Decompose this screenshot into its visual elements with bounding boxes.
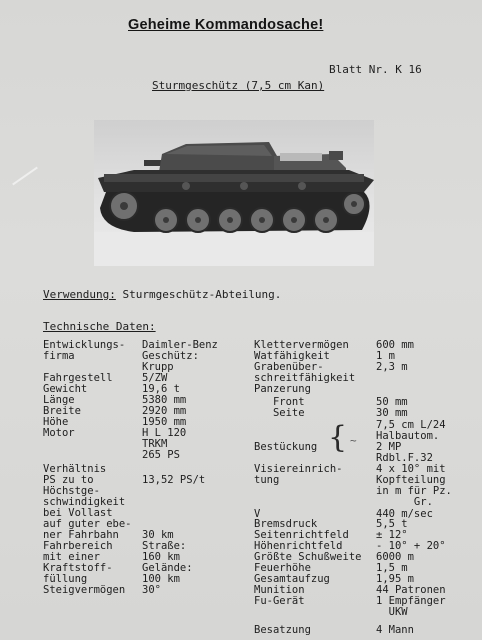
pen-mark: ~ <box>350 434 357 447</box>
right-spec-label: Fu-Gerät <box>254 595 305 607</box>
left-spec-label: ner Fahrbahn <box>43 529 119 541</box>
right-spec-label: Visiereinrich- <box>254 463 343 475</box>
right-spec-value: 50 mm <box>376 396 408 408</box>
right-spec-value: - 10° + 20° <box>376 540 446 552</box>
right-spec-label: Munition <box>254 584 305 596</box>
right-spec-value: 44 Patronen <box>376 584 446 596</box>
right-spec-label: Bestückung <box>254 441 318 453</box>
right-spec-label: Bremsdruck <box>254 518 318 530</box>
left-spec-label: auf guter ebe- <box>43 518 132 530</box>
right-spec-value: in m für Pz. <box>376 485 452 497</box>
right-spec-label: schreitfähigkeit <box>254 372 356 384</box>
left-spec-value: 13,52 PS/t <box>142 474 206 486</box>
left-spec-label: Breite <box>43 405 81 417</box>
right-spec-value: Kopfteilung <box>376 474 446 486</box>
tech-data-heading: Technische Daten: <box>43 320 156 333</box>
left-spec-value: 5380 mm <box>142 394 187 406</box>
right-spec-label: Gesamtaufzug <box>254 573 330 585</box>
right-spec-label: Front <box>254 396 305 408</box>
left-spec-value: 19,6 t <box>142 383 180 395</box>
right-spec-label: Grabenüber- <box>254 361 324 373</box>
right-spec-label: tung <box>254 474 280 486</box>
left-spec-label: Höchstge- <box>43 485 100 497</box>
right-spec-value: 1 m <box>376 350 395 362</box>
left-spec-value: 30° <box>142 584 161 596</box>
bracket-mark: { <box>328 420 348 455</box>
document-subtitle: Sturmgeschütz (7,5 cm Kan) <box>152 79 325 92</box>
right-spec-value: Rdbl.F.32 <box>376 452 433 464</box>
right-spec-value: 600 mm <box>376 339 414 351</box>
left-spec-value: Gelände: <box>142 562 193 574</box>
right-spec-label: Höhenrichtfeld <box>254 540 343 552</box>
right-spec-value: 440 m/sec <box>376 508 433 520</box>
right-spec-value: Halbautom. <box>376 430 440 442</box>
left-spec-label: Steigvermögen <box>43 584 126 596</box>
left-spec-value: Krupp <box>142 361 174 373</box>
right-spec-value: ± 12° <box>376 529 408 541</box>
usage-line <box>43 289 281 300</box>
left-spec-label: Gewicht <box>43 383 88 395</box>
usage-label: Verwendung: <box>43 288 116 301</box>
right-spec-label: V <box>254 508 261 520</box>
left-spec-value: Straße: <box>142 540 187 552</box>
left-spec-label: Entwicklungs- <box>43 339 126 351</box>
left-spec-label: mit einer <box>43 551 100 563</box>
right-spec-label: Watfähigkeit <box>254 350 330 362</box>
right-spec-value: 30 mm <box>376 407 408 419</box>
right-spec-value: 1 Empfänger <box>376 595 446 607</box>
right-spec-label: Besatzung <box>254 624 311 636</box>
sheet-number: Blatt Nr. K 16 <box>329 63 422 76</box>
right-spec-value: 1,5 m <box>376 562 408 574</box>
right-spec-label: Klettervermögen <box>254 339 349 351</box>
right-spec-label: Seite <box>254 407 305 419</box>
left-spec-value: 1950 mm <box>142 416 187 428</box>
left-spec-value: Geschütz: <box>142 350 199 362</box>
left-spec-label: PS zu to <box>43 474 94 486</box>
left-spec-value: 2920 mm <box>142 405 187 417</box>
left-spec-label: bei Vollast <box>43 507 113 519</box>
right-spec-label: Größte Schußweite <box>254 551 362 563</box>
left-spec-value: 5/ZW <box>142 372 168 384</box>
left-spec-value: 30 km <box>142 529 174 541</box>
right-spec-value: 4 Mann <box>376 624 414 636</box>
left-spec-label: Höhe <box>43 416 69 428</box>
right-spec-value: 2,3 m <box>376 361 408 373</box>
right-spec-label: Feuerhöhe <box>254 562 311 574</box>
right-spec-label: Seitenrichtfeld <box>254 529 349 541</box>
usage-value: Sturmgeschütz-Abteilung. <box>122 288 282 301</box>
left-spec-label: Fahrgestell <box>43 372 113 384</box>
left-spec-value: H L 120 <box>142 427 187 439</box>
left-spec-label: Länge <box>43 394 75 406</box>
right-spec-value: 5,5 t <box>376 518 408 530</box>
left-spec-label: firma <box>43 350 75 362</box>
tank-illustration <box>94 120 374 266</box>
right-spec-value: 7,5 cm L/24 <box>376 419 446 431</box>
left-spec-value: 100 km <box>142 573 180 585</box>
left-spec-value: 265 PS <box>142 449 180 461</box>
right-spec-value: 2 MP <box>376 441 402 453</box>
right-spec-value: 6000 m <box>376 551 414 563</box>
left-spec-label: Motor <box>43 427 75 439</box>
left-spec-label: Verhältnis <box>43 463 107 475</box>
left-spec-label: schwindigkeit <box>43 496 126 508</box>
right-spec-label: Panzerung <box>254 383 311 395</box>
document-title: Geheime Kommandosache! <box>128 17 324 33</box>
film-scratch <box>12 167 38 186</box>
right-spec-value: 4 x 10° mit <box>376 463 446 475</box>
left-spec-value: Daimler-Benz <box>142 339 218 351</box>
tank-photo <box>94 120 374 266</box>
right-spec-value: Gr. <box>376 496 433 508</box>
left-spec-label: füllung <box>43 573 88 585</box>
right-spec-value: 1,95 m <box>376 573 414 585</box>
right-spec-value: UKW <box>376 606 408 618</box>
left-spec-label: Kraftstoff- <box>43 562 113 574</box>
left-spec-value: TRKM <box>142 438 168 450</box>
left-spec-value: 160 km <box>142 551 180 563</box>
left-spec-label: Fahrbereich <box>43 540 113 552</box>
